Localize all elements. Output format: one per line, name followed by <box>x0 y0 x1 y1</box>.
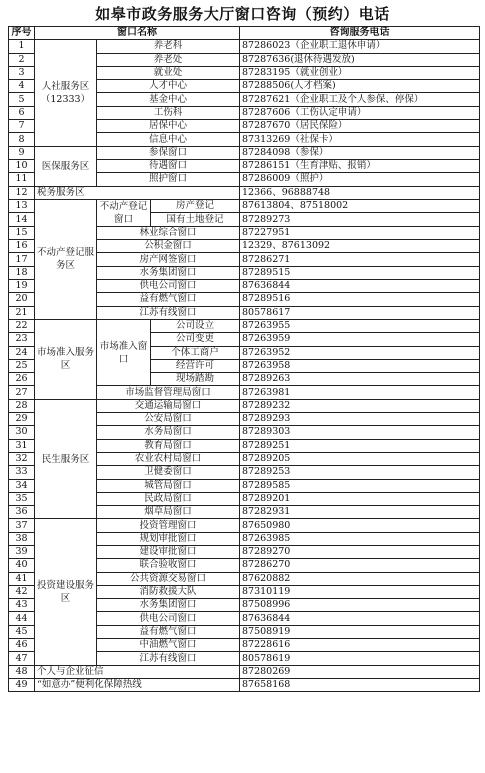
window-name: 水务局窗口 <box>97 426 240 439</box>
window-name: 城管局窗口 <box>97 479 240 492</box>
row-number: 10 <box>9 159 35 172</box>
phone-number: 87283195（就业创业） <box>240 66 480 79</box>
table-row <box>9 146 480 159</box>
row-number: 11 <box>9 173 35 186</box>
table-row <box>9 319 480 332</box>
row-number: 36 <box>9 506 35 519</box>
window-name: 林业综合窗口 <box>97 226 240 239</box>
table-row <box>9 665 480 678</box>
row-number: 42 <box>9 585 35 598</box>
window-name: 供电公司窗口 <box>97 280 240 293</box>
window-name: 信息中心 <box>97 133 240 146</box>
window-name: 卫健委窗口 <box>97 466 240 479</box>
phone-number: 87286271 <box>240 253 480 266</box>
phone-number: 87286023（企业职工退休申请） <box>240 40 480 53</box>
row-number: 8 <box>9 133 35 146</box>
header-phone: 咨询服务电话 <box>240 27 480 40</box>
row-number: 29 <box>9 413 35 426</box>
phone-number: 87287636(退休待遇发放) <box>240 53 480 66</box>
phone-number: 87227951 <box>240 226 480 239</box>
row-number: 44 <box>9 612 35 625</box>
phone-number: 87650980 <box>240 519 480 532</box>
phone-number: 87289270 <box>240 545 480 558</box>
phone-number: 87289293 <box>240 413 480 426</box>
window-name: 公共资源交易窗口 <box>97 572 240 585</box>
window-name: 民政局窗口 <box>97 492 240 505</box>
phone-number: 87282931 <box>240 506 480 519</box>
window-name: 养老处 <box>97 53 240 66</box>
window-name: 益有燃气窗口 <box>97 625 240 638</box>
window-name: 参保窗口 <box>97 146 240 159</box>
row-number: 32 <box>9 452 35 465</box>
window-name: 交通运输局窗口 <box>97 399 240 412</box>
phone-number: 87263981 <box>240 386 480 399</box>
row-number: 2 <box>9 53 35 66</box>
phone-number: 87310119 <box>240 585 480 598</box>
row-number: 24 <box>9 346 35 359</box>
table-row <box>9 519 480 532</box>
table-row <box>9 399 480 412</box>
row-number: 5 <box>9 93 35 106</box>
window-name: 就业处 <box>97 66 240 79</box>
row-number: 14 <box>9 213 35 227</box>
phone-number: 12329、87613092 <box>240 240 480 253</box>
window-name: 烟草局窗口 <box>97 506 240 519</box>
window-name: 农业农村局窗口 <box>97 452 240 465</box>
phone-number: 87289253 <box>240 466 480 479</box>
row-number: 13 <box>9 199 35 213</box>
group-ruyiban: “如意办”便利化保障热线 <box>35 678 240 691</box>
window-name: 公司设立 <box>151 319 240 332</box>
phone-number: 87280269 <box>240 665 480 678</box>
row-number: 23 <box>9 333 35 346</box>
row-number: 27 <box>9 386 35 399</box>
phone-number: 87636844 <box>240 612 480 625</box>
row-number: 40 <box>9 559 35 572</box>
window-name: 国有土地登记 <box>151 213 240 227</box>
group-minsheng: 民生服务区 <box>35 399 97 519</box>
header-no: 序号 <box>9 27 35 40</box>
phone-number: 80578619 <box>240 652 480 665</box>
phone-number: 87620882 <box>240 572 480 585</box>
window-name: 规划审批窗口 <box>97 532 240 545</box>
group-budongchan: 不动产登记服务区 <box>35 199 97 319</box>
phone-number: 12366、96888748 <box>240 186 480 199</box>
row-number: 43 <box>9 599 35 612</box>
phone-number: 87263952 <box>240 346 480 359</box>
window-name: 养老科 <box>97 40 240 53</box>
row-number: 38 <box>9 532 35 545</box>
phone-number: 87508919 <box>240 625 480 638</box>
window-name: 照护窗口 <box>97 173 240 186</box>
window-name: 个体工商户 <box>151 346 240 359</box>
row-number: 18 <box>9 266 35 279</box>
group-touzi: 投资建设服务区 <box>35 519 97 665</box>
row-number: 15 <box>9 226 35 239</box>
page-title: 如皋市政务服务大厅窗口咨询（预约）电话 <box>95 5 390 23</box>
row-number: 16 <box>9 240 35 253</box>
row-number: 6 <box>9 106 35 119</box>
phone-number: 87289232 <box>240 399 480 412</box>
phone-number: 87289273 <box>240 213 480 227</box>
group-renshe: 人社服务区（12333） <box>35 40 97 146</box>
subgroup-budongchan: 不动产登记窗口 <box>97 199 151 226</box>
window-name: 市场监督管理局窗口 <box>97 386 240 399</box>
row-number: 12 <box>9 186 35 199</box>
window-name: 房产登记 <box>151 199 240 213</box>
row-number: 45 <box>9 625 35 638</box>
row-number: 30 <box>9 426 35 439</box>
phone-number: 87284098（参保） <box>240 146 480 159</box>
window-name: 联合验收窗口 <box>97 559 240 572</box>
row-number: 33 <box>9 466 35 479</box>
phone-number: 87289201 <box>240 492 480 505</box>
phone-number: 87228616 <box>240 639 480 652</box>
phone-number: 87289205 <box>240 452 480 465</box>
phone-number: 87263955 <box>240 319 480 332</box>
window-name: 待遇窗口 <box>97 159 240 172</box>
window-name: 江苏有线窗口 <box>97 306 240 319</box>
phone-number: 87287670（居民保险） <box>240 120 480 133</box>
phone-number: 87288506(人才档案) <box>240 80 480 93</box>
window-name: 现场踏勘 <box>151 373 240 386</box>
row-number: 1 <box>9 40 35 53</box>
phone-number: 87508996 <box>240 599 480 612</box>
window-name: 人才中心 <box>97 80 240 93</box>
group-geren: 个人与企业征信 <box>35 665 240 678</box>
window-name: 供电公司窗口 <box>97 612 240 625</box>
row-number: 21 <box>9 306 35 319</box>
row-number: 4 <box>9 80 35 93</box>
row-number: 31 <box>9 439 35 452</box>
phone-number: 87289516 <box>240 293 480 306</box>
row-number: 47 <box>9 652 35 665</box>
row-number: 26 <box>9 373 35 386</box>
window-name: 公司变更 <box>151 333 240 346</box>
window-name: 基金中心 <box>97 93 240 106</box>
window-name: 工伤科 <box>97 106 240 119</box>
row-number: 19 <box>9 280 35 293</box>
window-name: 投资管理窗口 <box>97 519 240 532</box>
row-number: 34 <box>9 479 35 492</box>
window-name: 消防救援大队 <box>97 585 240 598</box>
window-name: 居保中心 <box>97 120 240 133</box>
row-number: 7 <box>9 120 35 133</box>
window-name: 经营许可 <box>151 359 240 372</box>
row-number: 25 <box>9 359 35 372</box>
phone-number: 87286270 <box>240 559 480 572</box>
group-shuiwu: 税务服务区 <box>35 186 240 199</box>
phone-number: 87263958 <box>240 359 480 372</box>
row-number: 3 <box>9 66 35 79</box>
window-name: 建设审批窗口 <box>97 545 240 558</box>
phone-number: 87636844 <box>240 280 480 293</box>
row-number: 39 <box>9 545 35 558</box>
group-shichang: 市场准入服务区 <box>35 319 97 399</box>
window-name: 水务集团窗口 <box>97 266 240 279</box>
window-name: 房产网签窗口 <box>97 253 240 266</box>
window-name: 江苏有线窗口 <box>97 652 240 665</box>
phone-number: 87289263 <box>240 373 480 386</box>
phone-number: 87289251 <box>240 439 480 452</box>
phone-number: 87286151（生育津贴、报销） <box>240 159 480 172</box>
contact-table <box>8 26 480 692</box>
phone-number: 87286009（照护） <box>240 173 480 186</box>
row-number: 35 <box>9 492 35 505</box>
phone-number: 87313269（社保卡） <box>240 133 480 146</box>
row-number: 48 <box>9 665 35 678</box>
window-name: 公积金窗口 <box>97 240 240 253</box>
window-name: 教育局窗口 <box>97 439 240 452</box>
row-number: 17 <box>9 253 35 266</box>
header-window: 窗口名称 <box>35 27 240 40</box>
window-name: 水务集团窗口 <box>97 599 240 612</box>
row-number: 41 <box>9 572 35 585</box>
row-number: 46 <box>9 639 35 652</box>
phone-number: 87658168 <box>240 678 480 691</box>
row-number: 22 <box>9 319 35 332</box>
row-number: 37 <box>9 519 35 532</box>
window-name: 公安局窗口 <box>97 413 240 426</box>
phone-number: 87289585 <box>240 479 480 492</box>
phone-number: 87289515 <box>240 266 480 279</box>
table-header-row <box>9 27 480 40</box>
subgroup-shichang: 市场准入窗口 <box>97 319 151 385</box>
table-row <box>9 199 480 213</box>
row-number: 28 <box>9 399 35 412</box>
phone-number: 87287606（工伤认定申请） <box>240 106 480 119</box>
phone-number: 87263985 <box>240 532 480 545</box>
row-number: 20 <box>9 293 35 306</box>
phone-number: 80578617 <box>240 306 480 319</box>
phone-number: 87289303 <box>240 426 480 439</box>
phone-number: 87287621（企业职工及个人参保、停保） <box>240 93 480 106</box>
row-number: 9 <box>9 146 35 159</box>
group-yibao: 医保服务区 <box>35 146 97 186</box>
window-name: 中油燃气窗口 <box>97 639 240 652</box>
row-number: 49 <box>9 678 35 691</box>
table-row <box>9 186 480 199</box>
table-row <box>9 678 480 691</box>
window-name: 益有燃气窗口 <box>97 293 240 306</box>
phone-number: 87263959 <box>240 333 480 346</box>
phone-number: 87613804、87518002 <box>240 199 480 213</box>
table-row <box>9 40 480 53</box>
